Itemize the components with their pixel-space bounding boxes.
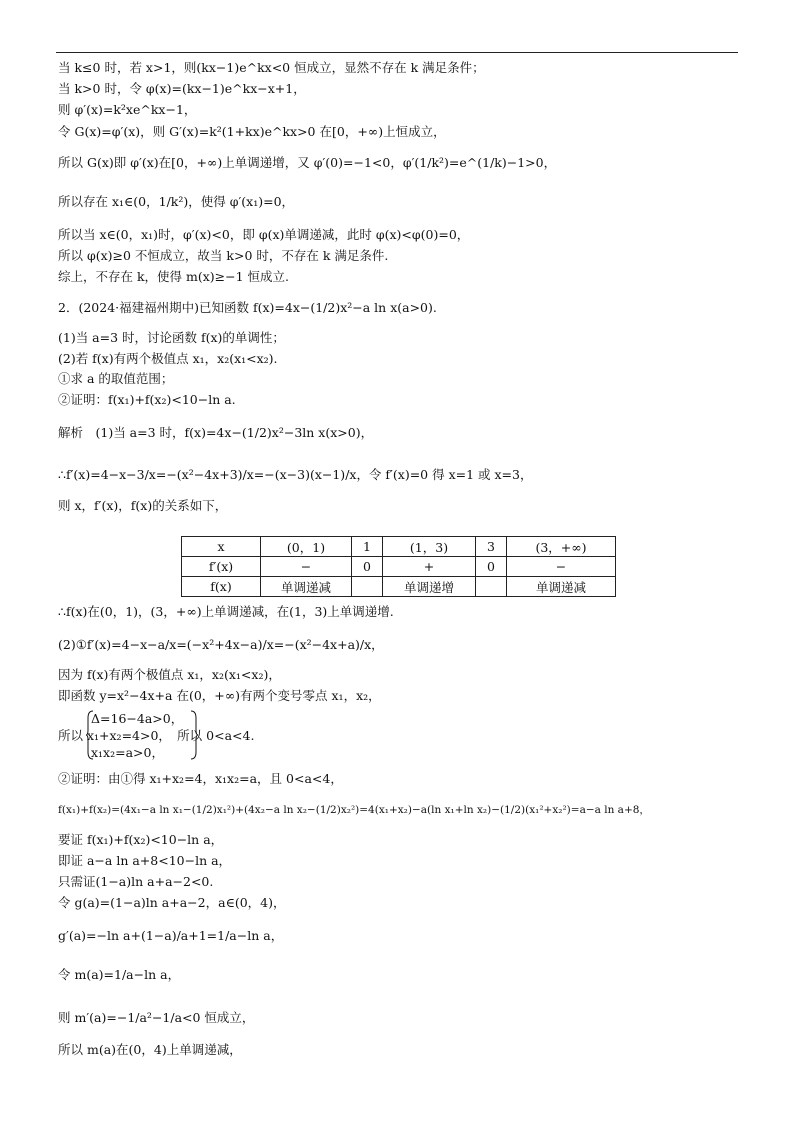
table-cell: 0 [352, 557, 383, 577]
text-line: ∴f′(x)=4−x−3/x=−(x²−4x+3)/x=−(x−3)(x−1)/x，令 f′(x)=0 得 x=1 或 x=3， [58, 467, 533, 482]
text-line: ①求 a 的取值范围； [58, 371, 174, 386]
text-line: (2)①f′(x)=4−x−a/x=(−x²+4x−a)/x=−(x²−4x+a)/x， [58, 637, 384, 652]
text-line: 所以 φ(x)≥0 不恒成立，故当 k>0 时，不存在 k 满足条件. [58, 248, 389, 263]
text-line: 解析 (1)当 a=3 时，f(x)=4x−(1/2)x²−3ln x(x>0)， [58, 425, 374, 440]
table-cell: (0，1) [261, 537, 352, 557]
table-cell: + [383, 557, 476, 577]
text-line: 所以 G(x)即 φ′(x)在[0，+∞)上单调递增，又 φ′(0)=−1<0，φ′(1/k²)=e^(1/k)−1>0， [58, 155, 557, 170]
table-cell: 0 [476, 557, 507, 577]
text-line: 令 m(a)=1/a−ln a， [58, 967, 181, 982]
text-line: ∴f(x)在(0，1)，(3，+∞)上单调递减，在(1，3)上单调递增. [58, 604, 394, 619]
text-line: ②证明：由①得 x₁+x₂=4，x₁x₂=a，且 0<a<4， [58, 771, 343, 786]
text-line: 即函数 y=x²−4x+a 在(0，+∞)有两个变号零点 x₁，x₂， [58, 688, 381, 703]
text-line: 则 m′(a)=−1/a²−1/a<0 恒成立， [58, 1010, 255, 1025]
text-line: 综上，不存在 k，使得 m(x)≥−1 恒成立. [58, 269, 290, 284]
table-cell: f(x) [182, 577, 261, 597]
text-line: 因为 f(x)有两个极值点 x₁，x₂(x₁<x₂)， [58, 667, 281, 682]
table-cell: 单调递减 [261, 577, 352, 597]
header-rule [56, 52, 738, 53]
table-cell: (1，3) [383, 537, 476, 557]
text-line: 即证 a−a ln a+8<10−ln a， [58, 853, 232, 868]
text-line: 要证 f(x₁)+f(x₂)<10−ln a， [58, 832, 224, 847]
text-line: 所以 m(a)在(0，4)上单调递减， [58, 1042, 242, 1057]
table-cell: 1 [352, 537, 383, 557]
table-cell: x [182, 537, 261, 557]
text-line: ②证明：f(x₁)+f(x₂)<10−ln a. [58, 392, 236, 407]
table-row [182, 537, 616, 557]
question-title: 2．(2024·福建福州期中)已知函数 f(x)=4x−(1/2)x²−a ln x(a>0). [58, 300, 437, 315]
text-line: 令 g(a)=(1−a)ln a+a−2，a∈(0，4)， [58, 895, 286, 910]
text-line: Δ=16−4a>0， [91, 711, 184, 726]
table-row [182, 557, 616, 577]
monotonicity-table [181, 536, 616, 597]
table-cell: 单调递减 [507, 577, 616, 597]
table-cell [476, 577, 507, 597]
table-cell: f′(x) [182, 557, 261, 577]
text-line: (2)若 f(x)有两个极值点 x₁，x₂(x₁<x₂). [58, 351, 278, 366]
text-line: x₁x₂=a>0， [91, 745, 164, 760]
text-line: f(x₁)+f(x₂)=(4x₁−a ln x₁−(1/2)x₁²)+(4x₂−a ln x₂−(1/2)x₂²)=4(x₁+x₂)−a(ln x₁+ln x₂)−(1/2)(x₁²+x₂²)=a−a ln a+8， [58, 804, 650, 816]
table-cell: 单调递增 [383, 577, 476, 597]
text-line: (1)当 a=3 时，讨论函数 f(x)的单调性； [58, 330, 285, 345]
table-row [182, 577, 616, 597]
table-cell: 3 [476, 537, 507, 557]
text-line: g′(a)=−ln a+(1−a)/a+1=1/a−ln a， [58, 928, 284, 943]
table-cell: − [261, 557, 352, 577]
table-cell: − [507, 557, 616, 577]
text-line: 所以当 x∈(0，x₁)时，φ′(x)<0，即 φ(x)单调递减，此时 φ(x)<φ(0)=0， [58, 227, 470, 242]
table-cell [352, 577, 383, 597]
text-line: 则 φ′(x)=k²xe^kx−1， [58, 102, 197, 117]
text-line: 当 k>0 时，令 φ(x)=(kx−1)e^kx−x+1， [58, 81, 306, 96]
text-line: 当 k≤0 时，若 x>1，则(kx−1)e^kx<0 恒成立，显然不存在 k 满足条件； [58, 60, 485, 75]
text-line: 所以存在 x₁∈(0，1/k²)，使得 φ′(x₁)=0， [58, 194, 295, 209]
text-line: 则 x，f′(x)，f(x)的关系如下， [58, 498, 228, 513]
text-line: 所以 x₁+x₂=4>0， 所以 0<a<4. [58, 728, 255, 743]
text-line: 令 G(x)=φ′(x)，则 G′(x)=k²(1+kx)e^kx>0 在[0，+∞)上恒成立， [58, 124, 446, 139]
text-line: 只需证(1−a)ln a+a−2<0. [58, 874, 214, 889]
table-cell: (3，+∞) [507, 537, 616, 557]
